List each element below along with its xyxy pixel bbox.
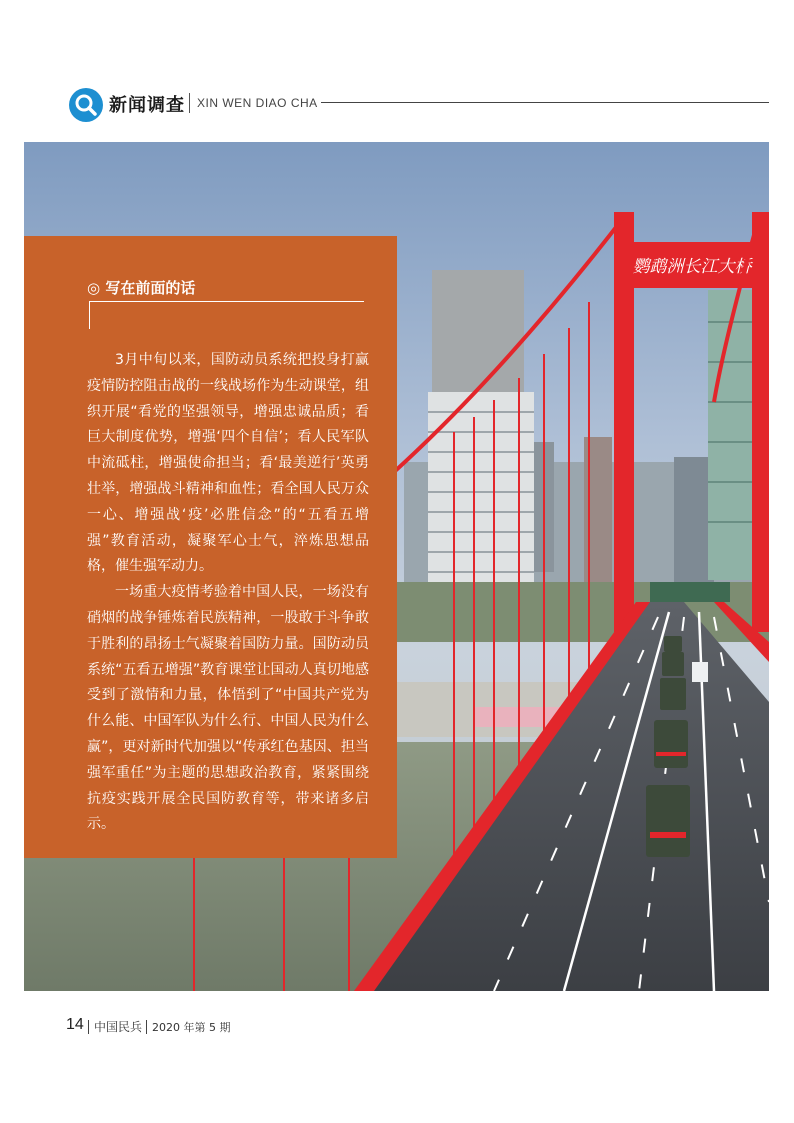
foreword-heading (87, 277, 195, 298)
bridge-sign: 鹦鹉洲长江大桥 (632, 257, 752, 277)
header-divider (189, 93, 190, 113)
heading-rule-vertical (89, 301, 90, 329)
foreword-box (24, 236, 397, 858)
page-header (69, 86, 769, 122)
header-rule (321, 102, 769, 103)
page-number: 14 (66, 1016, 84, 1033)
foreword-title: 写在前面的话 (105, 279, 196, 297)
foreword-body (87, 348, 369, 838)
search-icon (69, 88, 103, 122)
footer-divider-2 (146, 1020, 147, 1034)
heading-rule (89, 301, 364, 302)
foreword-paragraph-2: 一场重大疫情考验着中国人民，一场没有硝烟的战争锤炼着民族精神，一股敢于斗争敢于胜利的昂扬士气凝聚着国防力量。国防动员系统“五看五增强”教育课堂让国动人真切地感受到了激情和力量，体悟到了“中国共产党为什么能、中国军队为什么行、中国人民为什么赢”，更对新时代加强以“传承红色基因、担当强军重任”为主题的思想政治教育，紧紧围绕抗疫实践开展全民国防教育等，带来诸多启示。 (87, 584, 369, 833)
issue-label: 2020 年第 5 期 (152, 1021, 231, 1034)
footer-divider (88, 1020, 89, 1034)
heading-marker-icon: ◎ (87, 279, 101, 297)
magazine-name: 中国民兵 (94, 1020, 143, 1034)
section-subtitle: XIN WEN DIAO CHA (197, 96, 318, 110)
section-title: 新闻调查 (109, 95, 185, 116)
foreword-paragraph-1: 3月中旬以来，国防动员系统把投身打赢疫情防控阻击战的一线战场作为生动课堂，组织开展“看党的坚强领导，增强忠诚品质；看巨大制度优势，增强‘四个自信’；看人民军队中流砥柱，增强使命担当；看‘最美逆行’英勇壮举，增强战斗精神和血性；看全国人民万众一心、增强战‘疫’必胜信念”的“五看五增强”教育活动，凝聚军心士气，淬炼思想品格，催生强军动力。 (87, 352, 369, 575)
